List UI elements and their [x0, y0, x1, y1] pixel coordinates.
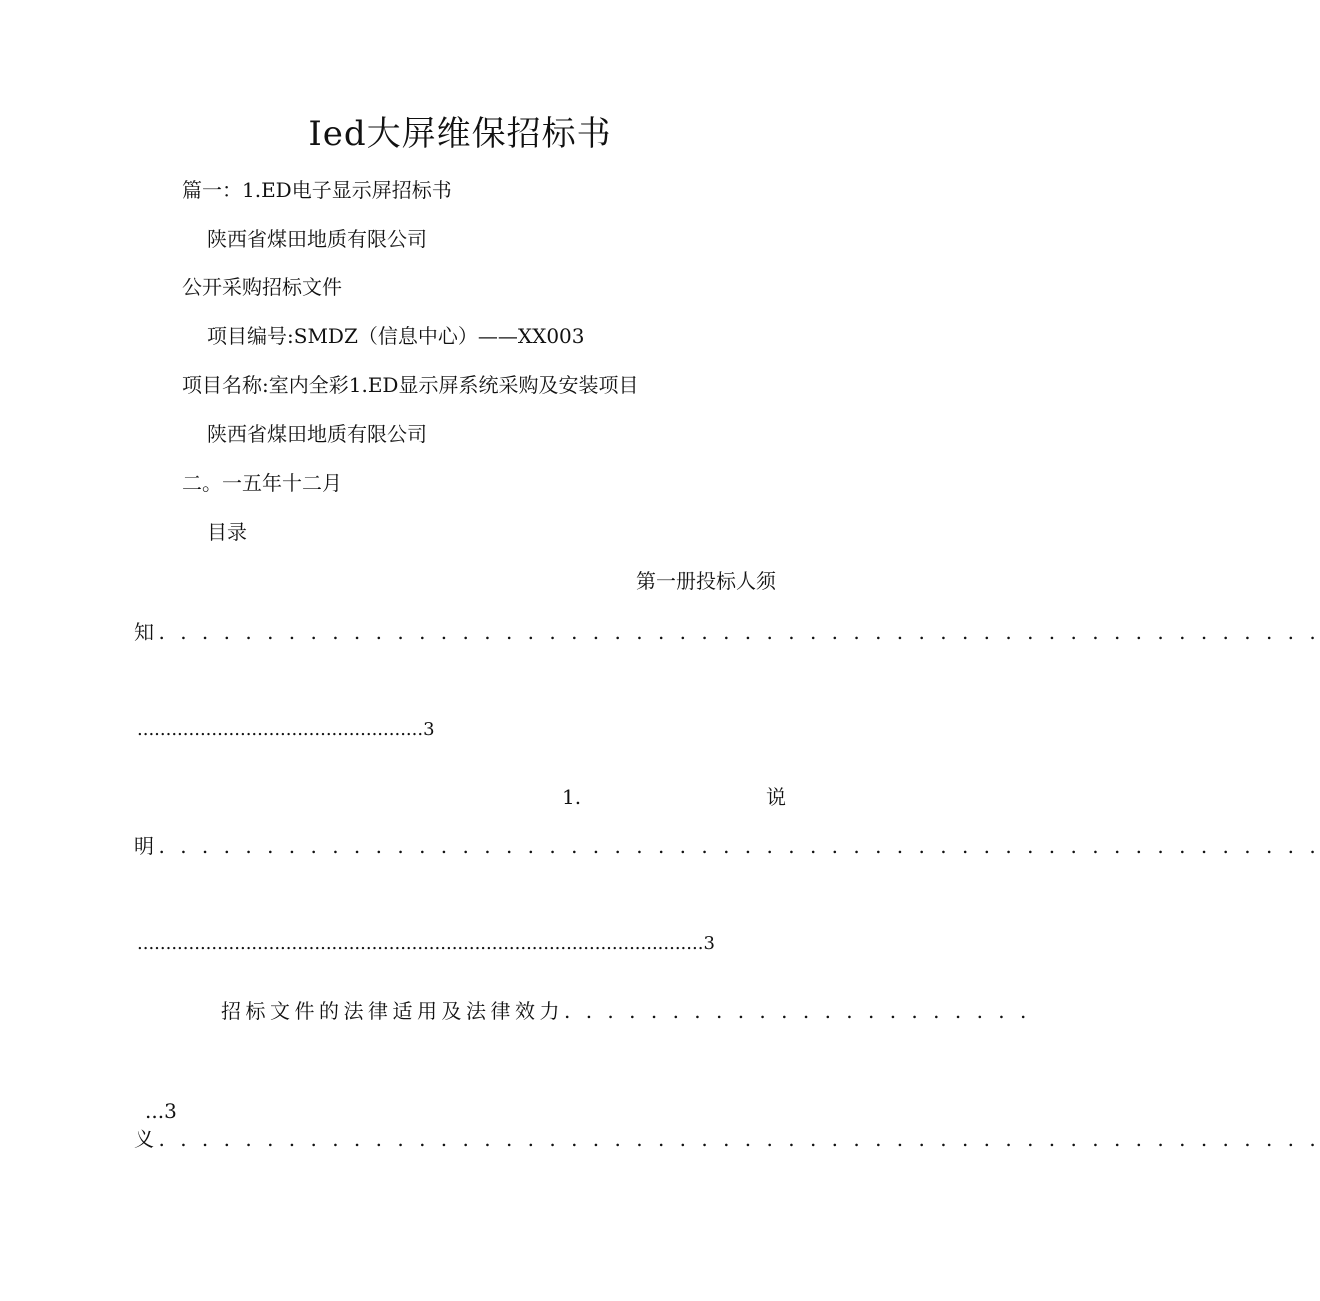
toc-entry-1-title: 第一册投标人须	[636, 569, 776, 593]
toc-entry-1-page: ..................................................3	[137, 719, 435, 740]
toc-entry-1-leader: 知. . . . . . . . . . . . . . . . . . . . . . . . . . . . . . . . . . . . . . . . . . . . . . . . . . . . . .	[134, 620, 1320, 644]
document-title: Ied大屏维保招标书	[308, 114, 612, 154]
toc-entry-4-leader: 义. . . . . . . . . . . . . . . . . . . . . . . . . . . . . . . . . . . . . . . . . . . . . . . . . . . . . .	[134, 1127, 1320, 1151]
project-number: 项目编号:SMDZ（信息中心）——XX003	[207, 324, 585, 348]
toc-entry-2-leader: 明. . . . . . . . . . . . . . . . . . . . . . . . . . . . . . . . . . . . . . . . . . . . . . . . . . . . . .	[134, 834, 1320, 858]
project-name: 项目名称:室内全彩1.ED显示屏系统采购及安装项目	[182, 373, 639, 397]
toc-entry-3: 招标文件的法律适用及法律效力. . . . . . . . . . . . . . . . . . . . . .	[221, 999, 1031, 1023]
company-name-2: 陕西省煤田地质有限公司	[207, 422, 427, 446]
toc-heading: 目录	[207, 520, 247, 544]
document-date: 二。一五年十二月	[182, 471, 342, 495]
toc-entry-2-page: ...................................................................................................3	[137, 933, 715, 954]
toc-entry-3-page: ...3	[145, 1099, 177, 1123]
chapter-heading: 篇一：1.ED电子显示屏招标书	[182, 178, 452, 202]
doc-type: 公开采购招标文件	[182, 275, 342, 299]
toc-entry-2-title: 说	[766, 785, 786, 809]
company-name: 陕西省煤田地质有限公司	[207, 227, 427, 251]
toc-entry-2-number: 1.	[562, 785, 582, 809]
